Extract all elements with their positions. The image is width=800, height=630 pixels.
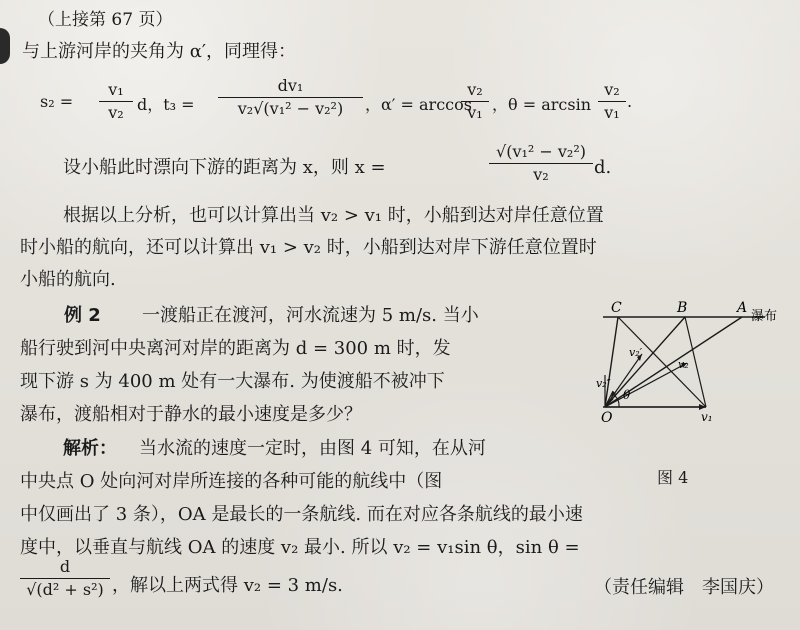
final-denominator: √(d² + s²) bbox=[26, 580, 104, 599]
label-waterfall: 瀑布 bbox=[751, 309, 778, 324]
label-v2-prime: v₂′ bbox=[629, 346, 643, 359]
example-label: 例 2 bbox=[64, 305, 101, 326]
label-o: O bbox=[601, 410, 613, 426]
example-line-3: 现下游 s 为 400 m 处有一大瀑布. 为使渡船不被冲下 bbox=[20, 371, 445, 392]
formula-alpha-numerator: v₂ bbox=[467, 80, 483, 99]
label-v1: v₁ bbox=[701, 410, 713, 424]
drift-line-prefix: 设小船此时漂向下游的距离为 x，则 x = bbox=[63, 157, 386, 178]
final-line-tail: ，解以上两式得 v₂ = 3 m/s. bbox=[112, 575, 343, 596]
formula-theta-bar bbox=[598, 101, 626, 102]
continued-line: （上接第 67 页） bbox=[38, 10, 173, 30]
label-theta: θ bbox=[623, 388, 631, 402]
formula-alpha-text: ，α′ = arccos bbox=[365, 95, 472, 114]
arrow-v2 bbox=[605, 363, 687, 407]
formula-theta-text: ，θ = arcsin bbox=[492, 95, 591, 114]
final-bar bbox=[20, 578, 110, 579]
formula-t3-numerator: dv₁ bbox=[277, 76, 304, 95]
example-line-2: 船行驶到河中央离河对岸的距离为 d = 300 m 时，发 bbox=[20, 338, 451, 359]
formula-t3-denominator: v₂√(v₁² − v₂²) bbox=[237, 99, 344, 118]
label-a: A bbox=[737, 300, 748, 316]
formula-s2-left: s₂ = bbox=[40, 92, 74, 111]
solution-line-2: 中央点 O 处向河对岸所连接的各种可能的航线中（图 bbox=[20, 471, 443, 492]
formula-theta-fraction bbox=[598, 80, 626, 123]
formula-s2-numerator: v₁ bbox=[108, 80, 124, 99]
formula-t3-fraction bbox=[218, 76, 363, 119]
drift-fraction bbox=[489, 142, 593, 185]
label-c: C bbox=[611, 300, 622, 316]
formula-theta-numerator: v₂ bbox=[604, 80, 620, 99]
figure-caption: 图 4 bbox=[657, 468, 689, 487]
example-line-4: 瀑布，渡船相对于静水的最小速度是多少？ bbox=[20, 404, 362, 425]
formula-s2-bar bbox=[99, 101, 133, 102]
physics-diagram bbox=[595, 296, 785, 466]
formula-line-1 bbox=[20, 76, 780, 132]
formula-alpha-bar bbox=[461, 101, 489, 102]
intro-line: 与上游河岸的夹角为 α′，同理得： bbox=[22, 41, 296, 62]
label-v2: v₂ bbox=[678, 358, 689, 371]
solution-label: 解析： bbox=[63, 438, 117, 459]
editor-credit: （责任编辑 李国庆） bbox=[594, 577, 774, 598]
label-v2-double-prime: v₂″ bbox=[596, 377, 611, 390]
formula-s2-tail: d，t₃ = bbox=[137, 95, 195, 114]
drift-tail: d. bbox=[594, 157, 612, 178]
example-line-1: 一渡船正在渡河，河水流速为 5 m/s. 当小 bbox=[142, 305, 479, 326]
formula-alpha-fraction bbox=[461, 80, 489, 123]
final-numerator: d bbox=[59, 557, 71, 576]
analysis-line-3: 小船的航向. bbox=[20, 269, 116, 290]
label-b: B bbox=[677, 300, 688, 316]
formula-t3-bar bbox=[218, 97, 363, 98]
analysis-line-1: 根据以上分析，也可以计算出当 v₂ > v₁ 时，小船到达对岸任意位置 bbox=[63, 205, 604, 226]
analysis-line-2: 时小船的航向，还可以计算出 v₁ > v₂ 时，小船到达对岸下游任意位置时 bbox=[20, 237, 597, 258]
drift-denominator: v₂ bbox=[533, 165, 549, 184]
formula-s2-denominator: v₂ bbox=[108, 103, 124, 122]
formula-s2-fraction bbox=[99, 80, 133, 123]
drift-bar bbox=[489, 163, 593, 164]
binding-mark bbox=[0, 28, 10, 64]
formula-theta-denominator: v₁ bbox=[604, 103, 620, 122]
solution-line-1: 当水流的速度一定时，由图 4 可知，在从河 bbox=[139, 438, 486, 459]
drift-numerator: √(v₁² − v₂²) bbox=[496, 142, 586, 161]
solution-line-3: 中仅画出了 3 条），OA 是最长的一条航线. 而在对应各条航线的最小速 bbox=[20, 504, 583, 525]
formula-end: . bbox=[627, 92, 633, 111]
final-fraction bbox=[20, 557, 110, 600]
solution-line-4: 度中，以垂直与航线 OA 的速度 v₂ 最小. 所以 v₂ = v₁sin θ，sin θ = bbox=[20, 537, 580, 558]
formula-alpha-denominator: v₁ bbox=[467, 103, 483, 122]
